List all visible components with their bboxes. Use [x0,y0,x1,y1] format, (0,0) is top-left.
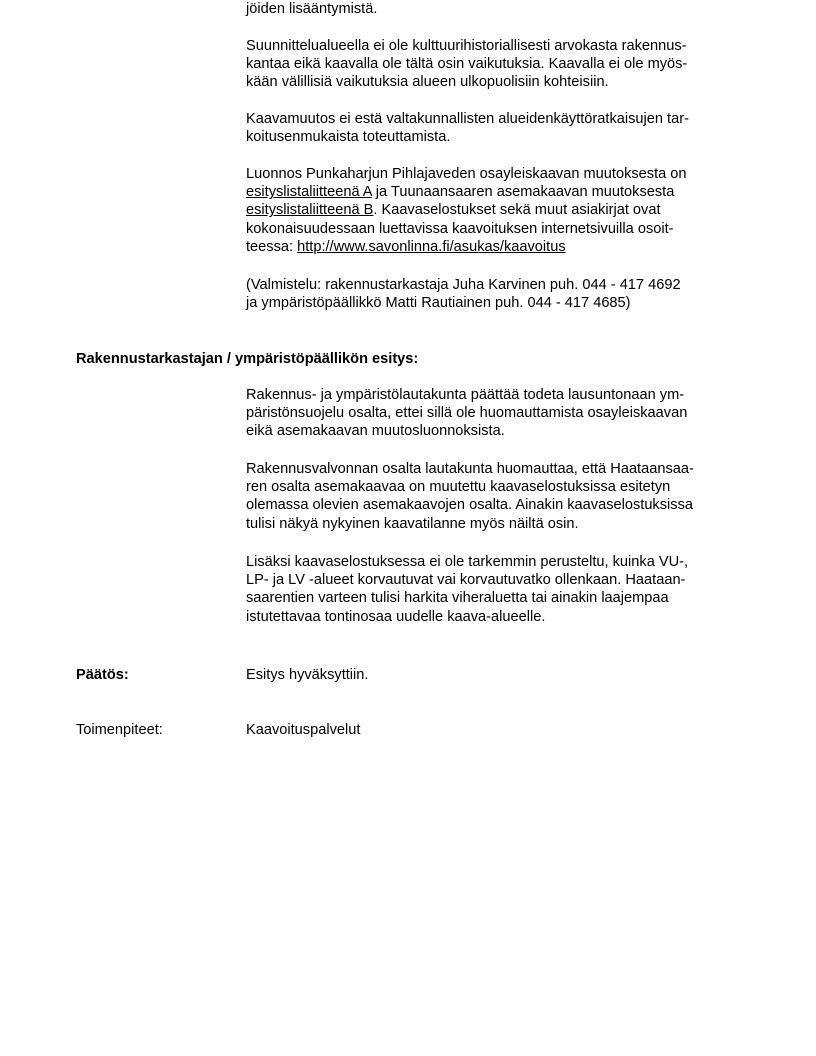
text-line: kään välillisiä vaikutuksia alueen ulkopuolisiin kohteisiin. [246,74,609,91]
paragraph-attachments [246,165,746,256]
text-line: LP- ja LV -alueet korvautuvat vai korvautuvatko ollenkaan. Haataan- [246,572,686,589]
proposal-heading: Rakennustarkastajan / ympäristöpäällikön esitys: [76,351,419,367]
text-line: kantaa eikä kaavalla ole tältä osin vaikutuksia. Kaavalla ei ole myös- [246,56,688,73]
text-line [246,201,746,219]
text-line: jöiden lisääntymistä. [246,1,378,17]
actions-label: Toimenpiteet: [76,722,163,738]
text-line: ja ympäristöpäällikkö Matti Rautiainen puh. 044 - 417 4685) [246,295,631,312]
paragraph-land-use [246,110,746,146]
text-line: Luonnos Punkaharjun Pihlajaveden osayleiskaavan muutoksesta on [246,166,687,182]
text-line: istutettavaa tontinosaa uudelle kaava-alueelle. [246,608,546,625]
text-line: eikä asemakaavan muutosluonnoksista. [246,423,505,440]
text-line: Esitys hyväksyttiin. [246,667,369,683]
text-line: päristönsuojelu osalta, ettei sillä ole huomauttamista osayleiskaavan [246,405,688,422]
text-line: Rakennusvalvonnan osalta lautakunta huomauttaa, että Haataansaa- [246,461,694,477]
text-line [246,183,746,201]
attachment-b-link[interactable]: esityslistaliitteenä B [246,202,374,219]
text-line: Suunnittelualueella ei ole kulttuurihistoriallisesti arvokasta rakennus- [246,38,687,54]
paragraph-cultural-heritage [246,37,746,92]
text-line: ren osalta asemakaavaa on muutettu kaavaselostuksissa esitetyn [246,479,671,496]
proposal-paragraph-statement [246,386,746,441]
preparation-note [246,276,746,312]
text-fragment: teessa: [246,238,298,255]
text-fragment: ja Tuunaansaaren asemakaavan muutoksesta [371,184,675,201]
text-line: koitusenmukaista toteuttamista. [246,129,451,146]
text-line: tulisi näkyä nykyinen kaavatilanne myös näiltä osin. [246,515,579,532]
planning-website-link[interactable]: http://www.savonlinna.fi/asukas/kaavoitus [297,238,566,255]
text-line: Rakennus- ja ympäristölautakunta päättää todeta lausuntonaan ym- [246,387,685,403]
proposal-paragraph-additional [246,553,746,626]
decision-text [246,666,746,684]
attachment-a-link[interactable]: esityslistaliitteenä A [246,184,372,201]
text-fragment: . Kaavaselostukset sekä muut asiakirjat ovat [373,202,661,219]
text-line [246,238,746,256]
text-line: Lisäksi kaavaselostuksessa ei ole tarkemmin perusteltu, kuinka VU-, [246,554,689,570]
actions-text [246,721,746,739]
text-line: Kaavoituspalvelut [246,722,361,738]
text-line: olemassa olevien asemakaavojen osalta. Ainakin kaavaselostuksissa [246,497,693,514]
text-line: saarentien varteen tulisi harkita viheraluetta tai ainakin laajempaa [246,590,669,607]
proposal-paragraph-building-control [246,460,746,533]
text-line: Kaavamuutos ei estä valtakunnallisten alueidenkäyttöratkaisujen tar- [246,111,689,127]
decision-label: Päätös: [76,667,129,683]
text-line: kokonaisuudessaan luettavissa kaavoituksen internetsivuilla osoit- [246,220,674,237]
continued-paragraph [246,0,746,18]
text-line: (Valmistelu: rakennustarkastaja Juha Karvinen puh. 044 - 417 4692 [246,277,681,293]
